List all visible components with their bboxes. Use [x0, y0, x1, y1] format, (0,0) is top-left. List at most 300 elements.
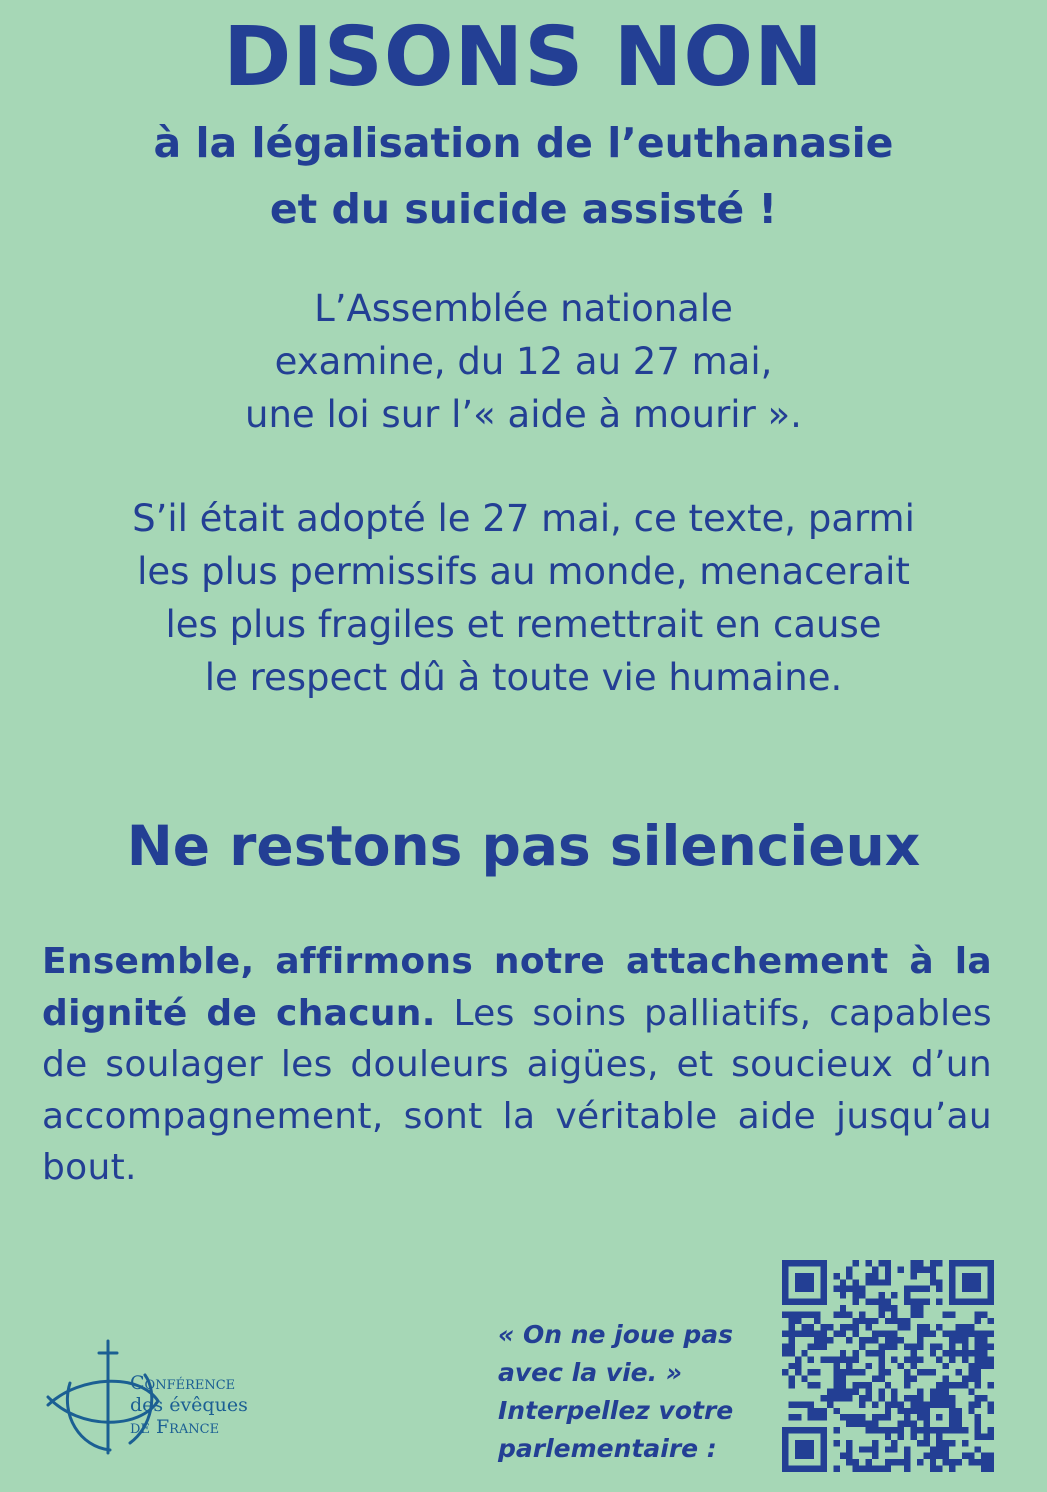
qr-module — [821, 1433, 827, 1439]
qr-module — [891, 1311, 897, 1317]
qr-module — [853, 1382, 859, 1388]
qr-module — [975, 1376, 981, 1382]
qr-module — [988, 1466, 994, 1472]
qr-module — [917, 1395, 923, 1401]
qr-module — [988, 1453, 994, 1459]
intro-paragraph — [0, 282, 1047, 441]
qr-module — [988, 1318, 994, 1324]
qr-module — [955, 1414, 961, 1420]
qr-module — [923, 1421, 929, 1427]
qr-module — [833, 1356, 839, 1362]
qr-module — [788, 1337, 794, 1343]
qr-module — [923, 1324, 929, 1330]
page-subtitle — [0, 110, 1047, 242]
qr-module — [808, 1446, 814, 1452]
qr-module — [930, 1388, 936, 1394]
qr-module — [955, 1337, 961, 1343]
qr-module — [808, 1356, 814, 1362]
qr-module — [949, 1421, 955, 1427]
qr-module — [878, 1356, 884, 1362]
qr-module — [853, 1459, 859, 1465]
qr-module — [975, 1414, 981, 1420]
qr-module — [878, 1369, 884, 1375]
qr-module — [955, 1350, 961, 1356]
qr-module — [975, 1344, 981, 1350]
qr-module — [846, 1311, 852, 1317]
qr-module — [878, 1466, 884, 1472]
qr-module — [917, 1311, 923, 1317]
qr-module — [975, 1337, 981, 1343]
qr-module — [930, 1350, 936, 1356]
qr-module — [808, 1299, 814, 1305]
qr-module — [949, 1466, 955, 1472]
qr-module — [975, 1260, 981, 1266]
warning-line: S’il était adopté le 27 mai, ce texte, parmi — [132, 497, 915, 540]
qr-module — [917, 1260, 923, 1266]
qr-module — [917, 1401, 923, 1407]
qr-module — [782, 1311, 788, 1317]
qr-module — [988, 1273, 994, 1279]
qr-module — [962, 1356, 968, 1362]
qr-module — [962, 1324, 968, 1330]
qr-module — [872, 1279, 878, 1285]
qr-module — [923, 1299, 929, 1305]
qr-module — [827, 1388, 833, 1394]
qr-module — [898, 1324, 904, 1330]
qr-module — [891, 1331, 897, 1337]
qr-module — [878, 1395, 884, 1401]
qr-module — [833, 1408, 839, 1414]
qr-module — [885, 1266, 891, 1272]
qr-module — [955, 1408, 961, 1414]
qr-module — [872, 1376, 878, 1382]
qr-module — [898, 1337, 904, 1343]
qr-module — [821, 1356, 827, 1362]
qr-module — [859, 1337, 865, 1343]
qr-module — [795, 1363, 801, 1369]
qr-module — [853, 1318, 859, 1324]
call-bold-text: Ensemble, affirmons notre attachement à la dignité de chacun. — [42, 941, 992, 1034]
qr-module — [962, 1331, 968, 1337]
qr-module — [782, 1331, 788, 1337]
qr-module — [968, 1408, 974, 1414]
qr-module — [988, 1286, 994, 1292]
qr-module — [949, 1459, 955, 1465]
qr-module — [827, 1395, 833, 1401]
qr-module — [846, 1388, 852, 1394]
qr-module — [885, 1446, 891, 1452]
qr-module — [949, 1266, 955, 1272]
qr-module — [936, 1299, 942, 1305]
qr-module — [910, 1266, 916, 1272]
qr-module — [814, 1414, 820, 1420]
qr-module — [840, 1382, 846, 1388]
qr-module — [975, 1369, 981, 1375]
qr-module — [853, 1388, 859, 1394]
qr-module — [833, 1273, 839, 1279]
qr-module — [975, 1459, 981, 1465]
qr-module — [833, 1286, 839, 1292]
qr-module — [885, 1408, 891, 1414]
qr-module — [988, 1427, 994, 1433]
qr-module — [917, 1324, 923, 1330]
qr-module — [962, 1344, 968, 1350]
qr-module — [962, 1337, 968, 1343]
qr-module — [853, 1414, 859, 1420]
qr-module — [981, 1337, 987, 1343]
qr-module — [827, 1356, 833, 1362]
qr-module — [814, 1260, 820, 1266]
qr-module — [904, 1382, 910, 1388]
qr-module — [988, 1433, 994, 1439]
qr-module — [930, 1266, 936, 1272]
qr-module — [910, 1286, 916, 1292]
qr-module — [782, 1453, 788, 1459]
qr-module — [821, 1260, 827, 1266]
qr-module — [962, 1376, 968, 1382]
qr-module — [910, 1305, 916, 1311]
qr-module — [891, 1388, 897, 1394]
qr-module — [930, 1459, 936, 1465]
qr-module — [955, 1421, 961, 1427]
qr-module — [949, 1279, 955, 1285]
qr-module — [846, 1414, 852, 1420]
qr-module — [878, 1363, 884, 1369]
qr-module — [833, 1331, 839, 1337]
qr-module — [936, 1382, 942, 1388]
qr-module — [981, 1260, 987, 1266]
qr-module — [795, 1369, 801, 1375]
qr-module — [917, 1305, 923, 1311]
qr-module — [923, 1369, 929, 1375]
qr-module — [936, 1395, 942, 1401]
qr-module — [821, 1324, 827, 1330]
qr-module — [923, 1453, 929, 1459]
qr-module — [962, 1286, 968, 1292]
qr-module — [917, 1414, 923, 1420]
qr-module — [891, 1401, 897, 1407]
qr-module — [808, 1453, 814, 1459]
qr-module — [801, 1260, 807, 1266]
qr-module — [866, 1273, 872, 1279]
qr-module — [975, 1350, 981, 1356]
qr-module — [910, 1427, 916, 1433]
qr-module — [904, 1459, 910, 1465]
qr-module — [904, 1356, 910, 1362]
qr-module — [808, 1279, 814, 1285]
qr-module — [866, 1382, 872, 1388]
qr-module — [801, 1286, 807, 1292]
qr-module — [891, 1395, 897, 1401]
qr-module — [891, 1440, 897, 1446]
qr-module — [795, 1279, 801, 1285]
qr-module — [795, 1453, 801, 1459]
qr-module — [904, 1369, 910, 1375]
qr-module — [904, 1299, 910, 1305]
qr-module — [981, 1350, 987, 1356]
qr-module — [795, 1299, 801, 1305]
qr-module — [910, 1273, 916, 1279]
intro-line: une loi sur l’« aide à mourir ». — [245, 393, 802, 436]
qr-module — [801, 1427, 807, 1433]
qr-module — [910, 1311, 916, 1317]
qr-module — [898, 1427, 904, 1433]
qr-module — [923, 1286, 929, 1292]
qr-module — [930, 1395, 936, 1401]
qr-module — [788, 1363, 794, 1369]
qr-module — [821, 1427, 827, 1433]
qr-module — [988, 1299, 994, 1305]
qr-module — [808, 1408, 814, 1414]
qr-module — [853, 1356, 859, 1362]
qr-module — [981, 1299, 987, 1305]
qr-module — [962, 1299, 968, 1305]
qr-module — [788, 1299, 794, 1305]
qr-module — [846, 1446, 852, 1452]
qr-module — [814, 1331, 820, 1337]
qr-module — [885, 1382, 891, 1388]
call-body-text: Les soins palliatifs, capables de soulager les douleurs aigües, et soucieux d’un accompagnement, sont la véritable aide jusqu’au bout. — [42, 992, 992, 1188]
qr-module — [930, 1401, 936, 1407]
qr-module — [885, 1459, 891, 1465]
qr-module — [795, 1440, 801, 1446]
qr-module — [962, 1382, 968, 1388]
qr-module — [910, 1299, 916, 1305]
qr-module — [808, 1331, 814, 1337]
qr-module — [853, 1324, 859, 1330]
qr-module — [821, 1273, 827, 1279]
qr-module — [859, 1344, 865, 1350]
qr-module — [930, 1427, 936, 1433]
qr-module — [981, 1311, 987, 1317]
qr-module — [936, 1286, 942, 1292]
qr-module — [840, 1388, 846, 1394]
qr-module — [795, 1260, 801, 1266]
qr-module — [949, 1414, 955, 1420]
qr-module — [975, 1286, 981, 1292]
qr-module — [955, 1382, 961, 1388]
qr-module — [949, 1440, 955, 1446]
qr-module — [821, 1331, 827, 1337]
page-title: DISONS NON — [223, 10, 824, 105]
qr-module — [898, 1318, 904, 1324]
qr-module — [859, 1286, 865, 1292]
qr-module — [981, 1395, 987, 1401]
qr-module — [866, 1318, 872, 1324]
qr-module — [853, 1286, 859, 1292]
qr-module — [917, 1299, 923, 1305]
qr-module — [788, 1427, 794, 1433]
qr-module — [782, 1350, 788, 1356]
qr-module — [788, 1311, 794, 1317]
qr-module — [930, 1369, 936, 1375]
qr-module — [782, 1427, 788, 1433]
qr-module — [859, 1466, 865, 1472]
qr-module — [910, 1408, 916, 1414]
logo-line: Conférence — [130, 1372, 236, 1394]
qr-module — [943, 1363, 949, 1369]
qr-module — [923, 1331, 929, 1337]
qr-module — [833, 1427, 839, 1433]
qr-module — [833, 1311, 839, 1317]
qr-module — [962, 1440, 968, 1446]
qr-module — [885, 1279, 891, 1285]
qr-module — [782, 1466, 788, 1472]
qr-module — [981, 1356, 987, 1362]
qr-module — [808, 1260, 814, 1266]
qr-module — [904, 1421, 910, 1427]
qr-module — [885, 1427, 891, 1433]
qr-module — [866, 1324, 872, 1330]
qr-module — [904, 1292, 910, 1298]
qr-module — [801, 1376, 807, 1382]
qr-module — [885, 1337, 891, 1343]
qr-module — [917, 1427, 923, 1433]
qr-module — [930, 1279, 936, 1285]
qr-module — [795, 1414, 801, 1420]
qr-module — [782, 1266, 788, 1272]
qr-module — [788, 1414, 794, 1420]
qr-module — [981, 1466, 987, 1472]
qr-module — [872, 1401, 878, 1407]
qr-module — [878, 1414, 884, 1420]
qr-module — [801, 1466, 807, 1472]
logo-text — [130, 1372, 248, 1438]
qr-module — [801, 1331, 807, 1337]
qr-module — [853, 1350, 859, 1356]
qr-module — [853, 1369, 859, 1375]
qr-module — [866, 1350, 872, 1356]
qr-module — [955, 1459, 961, 1465]
qr-module — [814, 1466, 820, 1472]
qr-module — [891, 1337, 897, 1343]
qr-module — [814, 1344, 820, 1350]
qr-module — [904, 1344, 910, 1350]
qr-module — [872, 1440, 878, 1446]
qr-module — [808, 1414, 814, 1420]
qr-module — [782, 1369, 788, 1375]
qr-module — [782, 1286, 788, 1292]
logo-line: des évêques — [130, 1394, 248, 1416]
qr-module — [846, 1337, 852, 1343]
qr-module — [968, 1388, 974, 1394]
qr-module — [866, 1446, 872, 1452]
qr-module — [872, 1427, 878, 1433]
qr-module — [968, 1299, 974, 1305]
qr-module — [872, 1318, 878, 1324]
qr-module — [859, 1318, 865, 1324]
qr-module — [821, 1414, 827, 1420]
qr-module — [833, 1369, 839, 1375]
qr-module — [968, 1453, 974, 1459]
quote-line: parlementaire : — [498, 1434, 717, 1463]
qr-module — [866, 1466, 872, 1472]
qr-module — [949, 1273, 955, 1279]
qr-module — [840, 1279, 846, 1285]
qr-module — [795, 1286, 801, 1292]
qr-module — [955, 1260, 961, 1266]
qr-module — [936, 1344, 942, 1350]
qr-module — [910, 1421, 916, 1427]
qr-module — [936, 1446, 942, 1452]
qr-module — [788, 1382, 794, 1388]
qr-module — [943, 1376, 949, 1382]
qr-module — [872, 1421, 878, 1427]
qr-module — [988, 1408, 994, 1414]
qr-module — [821, 1408, 827, 1414]
qr-module — [833, 1376, 839, 1382]
qr-module — [840, 1350, 846, 1356]
qr-module — [891, 1427, 897, 1433]
qr-module — [866, 1299, 872, 1305]
qr-module — [988, 1459, 994, 1465]
qr-module — [949, 1408, 955, 1414]
section-heading: Ne restons pas silencieux — [126, 814, 921, 878]
qr-module — [968, 1376, 974, 1382]
qr-module — [872, 1266, 878, 1272]
qr-module — [898, 1433, 904, 1439]
qr-module — [782, 1299, 788, 1305]
qr-module — [943, 1453, 949, 1459]
qr-module — [917, 1459, 923, 1465]
qr-module — [827, 1401, 833, 1407]
qr-module — [846, 1266, 852, 1272]
qr-module — [814, 1311, 820, 1317]
qr-code-icon[interactable] — [782, 1260, 994, 1472]
qr-module — [866, 1421, 872, 1427]
qr-module — [821, 1266, 827, 1272]
qr-module — [788, 1401, 794, 1407]
qr-module — [968, 1260, 974, 1266]
qr-module — [853, 1292, 859, 1298]
qr-module — [782, 1440, 788, 1446]
qr-module — [808, 1466, 814, 1472]
qr-module — [917, 1344, 923, 1350]
qr-module — [878, 1311, 884, 1317]
qr-module — [866, 1459, 872, 1465]
qr-module — [968, 1279, 974, 1285]
qr-module — [936, 1433, 942, 1439]
logo-line: de France — [130, 1416, 220, 1438]
qr-module — [846, 1369, 852, 1375]
qr-module — [943, 1440, 949, 1446]
qr-module — [808, 1369, 814, 1375]
qr-module — [943, 1395, 949, 1401]
qr-module — [885, 1331, 891, 1337]
qr-module — [821, 1299, 827, 1305]
qr-module — [988, 1363, 994, 1369]
qr-module — [936, 1260, 942, 1266]
qr-module — [891, 1344, 897, 1350]
qr-module — [891, 1356, 897, 1362]
qr-module — [917, 1266, 923, 1272]
qr-module — [930, 1260, 936, 1266]
qr-module — [801, 1311, 807, 1317]
qr-module — [975, 1311, 981, 1317]
qr-module — [923, 1408, 929, 1414]
qr-module — [936, 1440, 942, 1446]
qr-module — [955, 1324, 961, 1330]
qr-module — [788, 1350, 794, 1356]
qr-module — [930, 1344, 936, 1350]
qr-module — [859, 1395, 865, 1401]
qr-module — [814, 1382, 820, 1388]
qr-module — [910, 1401, 916, 1407]
qr-module — [801, 1401, 807, 1407]
qr-module — [891, 1305, 897, 1311]
qr-module — [840, 1369, 846, 1375]
qr-module — [981, 1459, 987, 1465]
